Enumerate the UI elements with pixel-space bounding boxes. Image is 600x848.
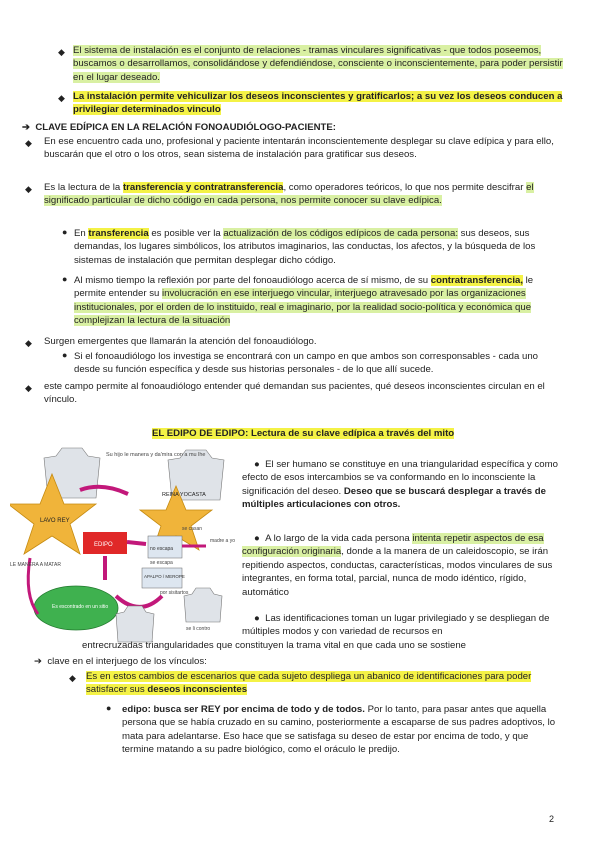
bullet-dot: ● bbox=[62, 350, 68, 360]
paragraph: Al mismo tiempo la reflexión por parte del fonoaudiólogo acerca de sí mismo, de su contratransferencia, le permite entender su involucración en ese interjuego vincular, interjuego atravesado por las organizaciones institucionales, por el orden de lo instituido, real e imaginario, por la realidad socio-política y económica que complejizan la lectura de la situación bbox=[74, 275, 534, 327]
diagram-label: EDIPO bbox=[94, 542, 113, 548]
bullet-diamond: ◆ bbox=[25, 338, 32, 348]
diagram-label: se escapa bbox=[150, 560, 173, 566]
bullet-diamond: ◆ bbox=[25, 138, 32, 148]
bullet-dot: ● bbox=[106, 703, 112, 713]
diagram-label: REINA YOCASTA bbox=[162, 492, 206, 498]
diagram-label: Su hijo le manera y da'mira con a mu lhe bbox=[106, 452, 206, 458]
paragraph bbox=[73, 44, 563, 84]
diagram-label: por sisitartos bbox=[160, 590, 189, 596]
diagram-label: Es escontrado en un sitio bbox=[52, 604, 109, 610]
paragraph: entrecruzadas triangularidades que constituyen la trama vital en que cada uno se sostiene bbox=[82, 640, 466, 651]
section-heading: EL EDIPO DE EDIPO: Lectura de su clave edípica a través del mito bbox=[152, 428, 455, 439]
paragraph: Es la lectura de la transferencia y contratransferencia, como operadores teóricos, lo que nos permite descifrar el significado particular de dicho código en cada persona, nos permite conocer su clave edípica. bbox=[44, 182, 534, 207]
diagram-label: LE MANERA A MATAR bbox=[10, 562, 61, 568]
paragraph: ➔ clave en el interjuego de los vínculos: bbox=[34, 656, 207, 667]
paragraph: Es en estos cambios de escenarios que cada sujeto despliega un abanico de identificaciones para poder satisfacer sus deseos inconscientes bbox=[86, 671, 532, 696]
shirt-icon bbox=[184, 588, 222, 622]
paragraph bbox=[73, 90, 563, 117]
paragraph: este campo permite al fonoaudiólogo entender qué demandan sus pacientes, qué deseos inconscientes circulan en el vínculo. bbox=[44, 381, 545, 406]
page-number: 2 bbox=[548, 814, 554, 824]
paragraph: Surgen emergentes que llamarán la atención del fonoaudiólogo. bbox=[44, 336, 317, 347]
arrow-icon bbox=[116, 596, 162, 607]
diagram-label: LAVO REY bbox=[40, 518, 70, 524]
shirt-icon bbox=[116, 606, 154, 642]
arrow-icon bbox=[127, 542, 146, 544]
bullet-diamond: ◆ bbox=[58, 47, 65, 57]
paragraph: ● A lo largo de la vida cada persona intenta repetir aspectos de esa configuración originaria, donde a la manera de un caleidoscopio, se irán repitiendo aspectos, conductas, características, modos vinculares de sus integrantes, en forma total, parcial, nunca de modo idéntico, rígido, automático bbox=[242, 533, 553, 598]
bullet-diamond: ◆ bbox=[58, 93, 65, 103]
diagram-label: no escapa bbox=[150, 546, 174, 552]
diagram-label: se li contro bbox=[186, 626, 211, 632]
paragraph: ● El ser humano se constituye en una triangularidad específica y como efecto de esos intercambios se va conformando en lo inconsciente la significación del deseo. Deseo que se buscará desplegar a través de múltiples articulaciones con otros. bbox=[242, 459, 558, 511]
section-heading: ➔ CLAVE EDÍPICA EN LA RELACIÓN FONOAUDIÓLOGO-PACIENTE: bbox=[22, 122, 336, 133]
paragraph: ● Las identificaciones toman un lugar privilegiado y se despliegan de múltiples modos y con variedad de recursos en bbox=[242, 613, 550, 638]
paragraph: En ese encuentro cada uno, profesional y paciente intentarán inconscientemente desplegar su clave edípica y para ello, buscarán que el otro o los otros, sean sistema de instalación para gratificar sus deseos. bbox=[44, 136, 554, 161]
bullet-diamond: ◆ bbox=[25, 383, 32, 393]
bullet-diamond: ◆ bbox=[69, 673, 76, 683]
bullet-dot: ● bbox=[62, 274, 68, 284]
bullet-dot: ● bbox=[62, 227, 68, 237]
bullet-diamond: ◆ bbox=[25, 184, 32, 194]
paragraph: edipo: busca ser REY por encima de todo y de todos. Por lo tanto, para pasar antes que aquella persona que se había cruzado en su camino, posteriormente a escaparse de sus padres adoptivos, lo mata para adelantarse. Eso hace que se satisfaga su deseo de estar por encima de todo, y que termine matando a su padre biológico, como el oráculo le predijo. bbox=[122, 704, 556, 756]
diagram-label: APALPO / MEROPE bbox=[144, 574, 185, 579]
diagram-label: madre a yo bbox=[210, 538, 236, 544]
paragraph: Si el fonoaudiólogo los investiga se encontrará con un campo en que ambos son corresponsables - cada uno desde su función específica y desde sus historias personales - de lo que allí sucede. bbox=[74, 351, 538, 376]
highlight-text: La instalación permite vehiculizar los deseos inconscientes y gratificarlos; a su vez los deseos conducen a privilegiar determinados vinculo bbox=[73, 91, 563, 116]
diagram-label: se casan bbox=[182, 526, 203, 532]
edipo-diagram bbox=[10, 446, 240, 646]
highlight-text: El sistema de instalación es el conjunto de relaciones - tramas vinculares significativas - que todos poseemos, buscamos o desarrollamos, consolidándose y defendiéndose, consciente o inconscientemente, para poder persistir en el lugar deseado. bbox=[73, 45, 563, 83]
paragraph: En transferencia es posible ver la actualización de los códigos edípicos de cada persona: sus deseos, sus demandas, los lugares simbólicos, los atributos imaginarios, las conductas, los afectos, y la búsqueda de los sistemas de instalación que permitan desplegar dicho código. bbox=[74, 228, 536, 266]
